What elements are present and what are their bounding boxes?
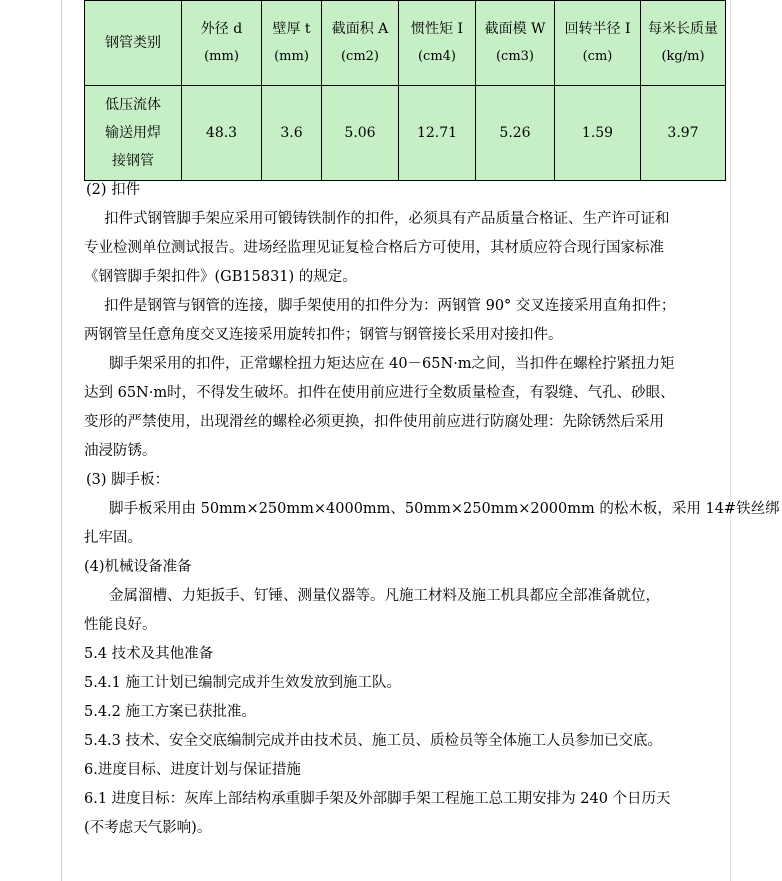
cell-category: 低压流体 输送用焊 接钢管 — [85, 86, 182, 181]
paragraph-line: 扎牢固。 — [84, 530, 142, 546]
paragraph-line: 油浸防锈。 — [84, 443, 157, 459]
section-heading: (4)机械设备准备 — [84, 559, 192, 575]
paragraph-line: 达到 65N·m时，不得发生破坏。扣件在使用前应进行全数质量检查，有裂缝、气孔、砂眼、 — [84, 385, 675, 401]
paragraph-line: (不考虑天气影响)。 — [84, 820, 212, 836]
paragraph-line: 金属溜槽、力矩扳手、钉锤、测量仪器等。凡施工材料及施工机具都应全部准备就位， — [109, 588, 660, 604]
paragraph-line: 脚手板采用由 50mm×250mm×4000mm、50mm×250mm×2000mm 的松木板，采用 14#铁丝绑 — [109, 501, 780, 517]
page-margin-line-right — [730, 0, 731, 881]
paragraph-line: 5.4.1 施工计划已编制完成并生效发放到施工队。 — [84, 675, 402, 691]
paragraph-line: 5.4.3 技术、安全交底编制完成并由技术员、施工员、质检员等全体施工人员参加已交底。 — [84, 733, 662, 749]
header-cell-inertia: 惯性矩 I (cm4) — [399, 1, 476, 86]
header-cell-section-area: 截面积 A (cm2) — [322, 1, 399, 86]
header-cell-section-modulus: 截面模 W (cm3) — [476, 1, 555, 86]
section-heading: (2) 扣件 — [86, 182, 141, 198]
document-body — [84, 176, 780, 843]
header-cell-category: 钢管类别 — [85, 1, 182, 86]
cell-section-modulus: 5.26 — [476, 86, 555, 181]
table-header-row — [85, 1, 726, 86]
cell-wall-thickness: 3.6 — [262, 86, 322, 181]
paragraph-line: 扣件式钢管脚手架应采用可锻铸铁制作的扣件，必须具有产品质量合格证、生产许可证和 — [104, 211, 670, 227]
paragraph-line: 《钢管脚手架扣件》(GB15831) 的规定。 — [84, 269, 357, 285]
paragraph-line: 5.4.2 施工方案已获批准。 — [84, 704, 257, 720]
header-cell-wall-thickness: 壁厚 t (mm) — [262, 1, 322, 86]
cell-gyration-radius: 1.59 — [555, 86, 641, 181]
paragraph-line: 脚手架采用的扣件，正常螺栓扭力矩达应在 40－65N·m之间，当扣件在螺栓拧紧扭力矩 — [109, 356, 675, 372]
cell-mass-per-meter: 3.97 — [641, 86, 726, 181]
paragraph-line: 6.1 进度目标：灰库上部结构承重脚手架及外部脚手架工程施工总工期安排为 240 个日历天 — [84, 791, 671, 807]
paragraph-line: 专业检测单位测试报告。进场经监理见证复检合格后方可使用，其材质应符合现行国家标准 — [84, 240, 664, 256]
paragraph-line: 扣件是钢管与钢管的连接，脚手架使用的扣件分为：两钢管 90° 交叉连接采用直角扣件； — [104, 298, 676, 314]
paragraph-line: 变形的严禁使用，出现滑丝的螺栓必须更换，扣件使用前应进行防腐处理：先除锈然后采用 — [84, 414, 664, 430]
section-heading: 5.4 技术及其他准备 — [84, 646, 214, 662]
header-cell-mass-per-meter: 每米长质量 (kg/m) — [641, 1, 726, 86]
header-cell-outer-diameter: 外径 d (mm) — [182, 1, 262, 86]
page-margin-line-left — [61, 0, 62, 881]
steel-pipe-spec-table — [84, 0, 726, 181]
section-heading: (3) 脚手板： — [86, 472, 170, 488]
table-row — [85, 86, 726, 181]
paragraph-line: 两钢管呈任意角度交叉连接采用旋转扣件；钢管与钢管接长采用对接扣件。 — [84, 327, 563, 343]
cell-section-area: 5.06 — [322, 86, 399, 181]
header-cell-gyration-radius: 回转半径 I (cm) — [555, 1, 641, 86]
cell-inertia: 12.71 — [399, 86, 476, 181]
cell-outer-diameter: 48.3 — [182, 86, 262, 181]
section-heading: 6.进度目标、进度计划与保证措施 — [84, 762, 301, 778]
paragraph-line: 性能良好。 — [84, 617, 157, 633]
